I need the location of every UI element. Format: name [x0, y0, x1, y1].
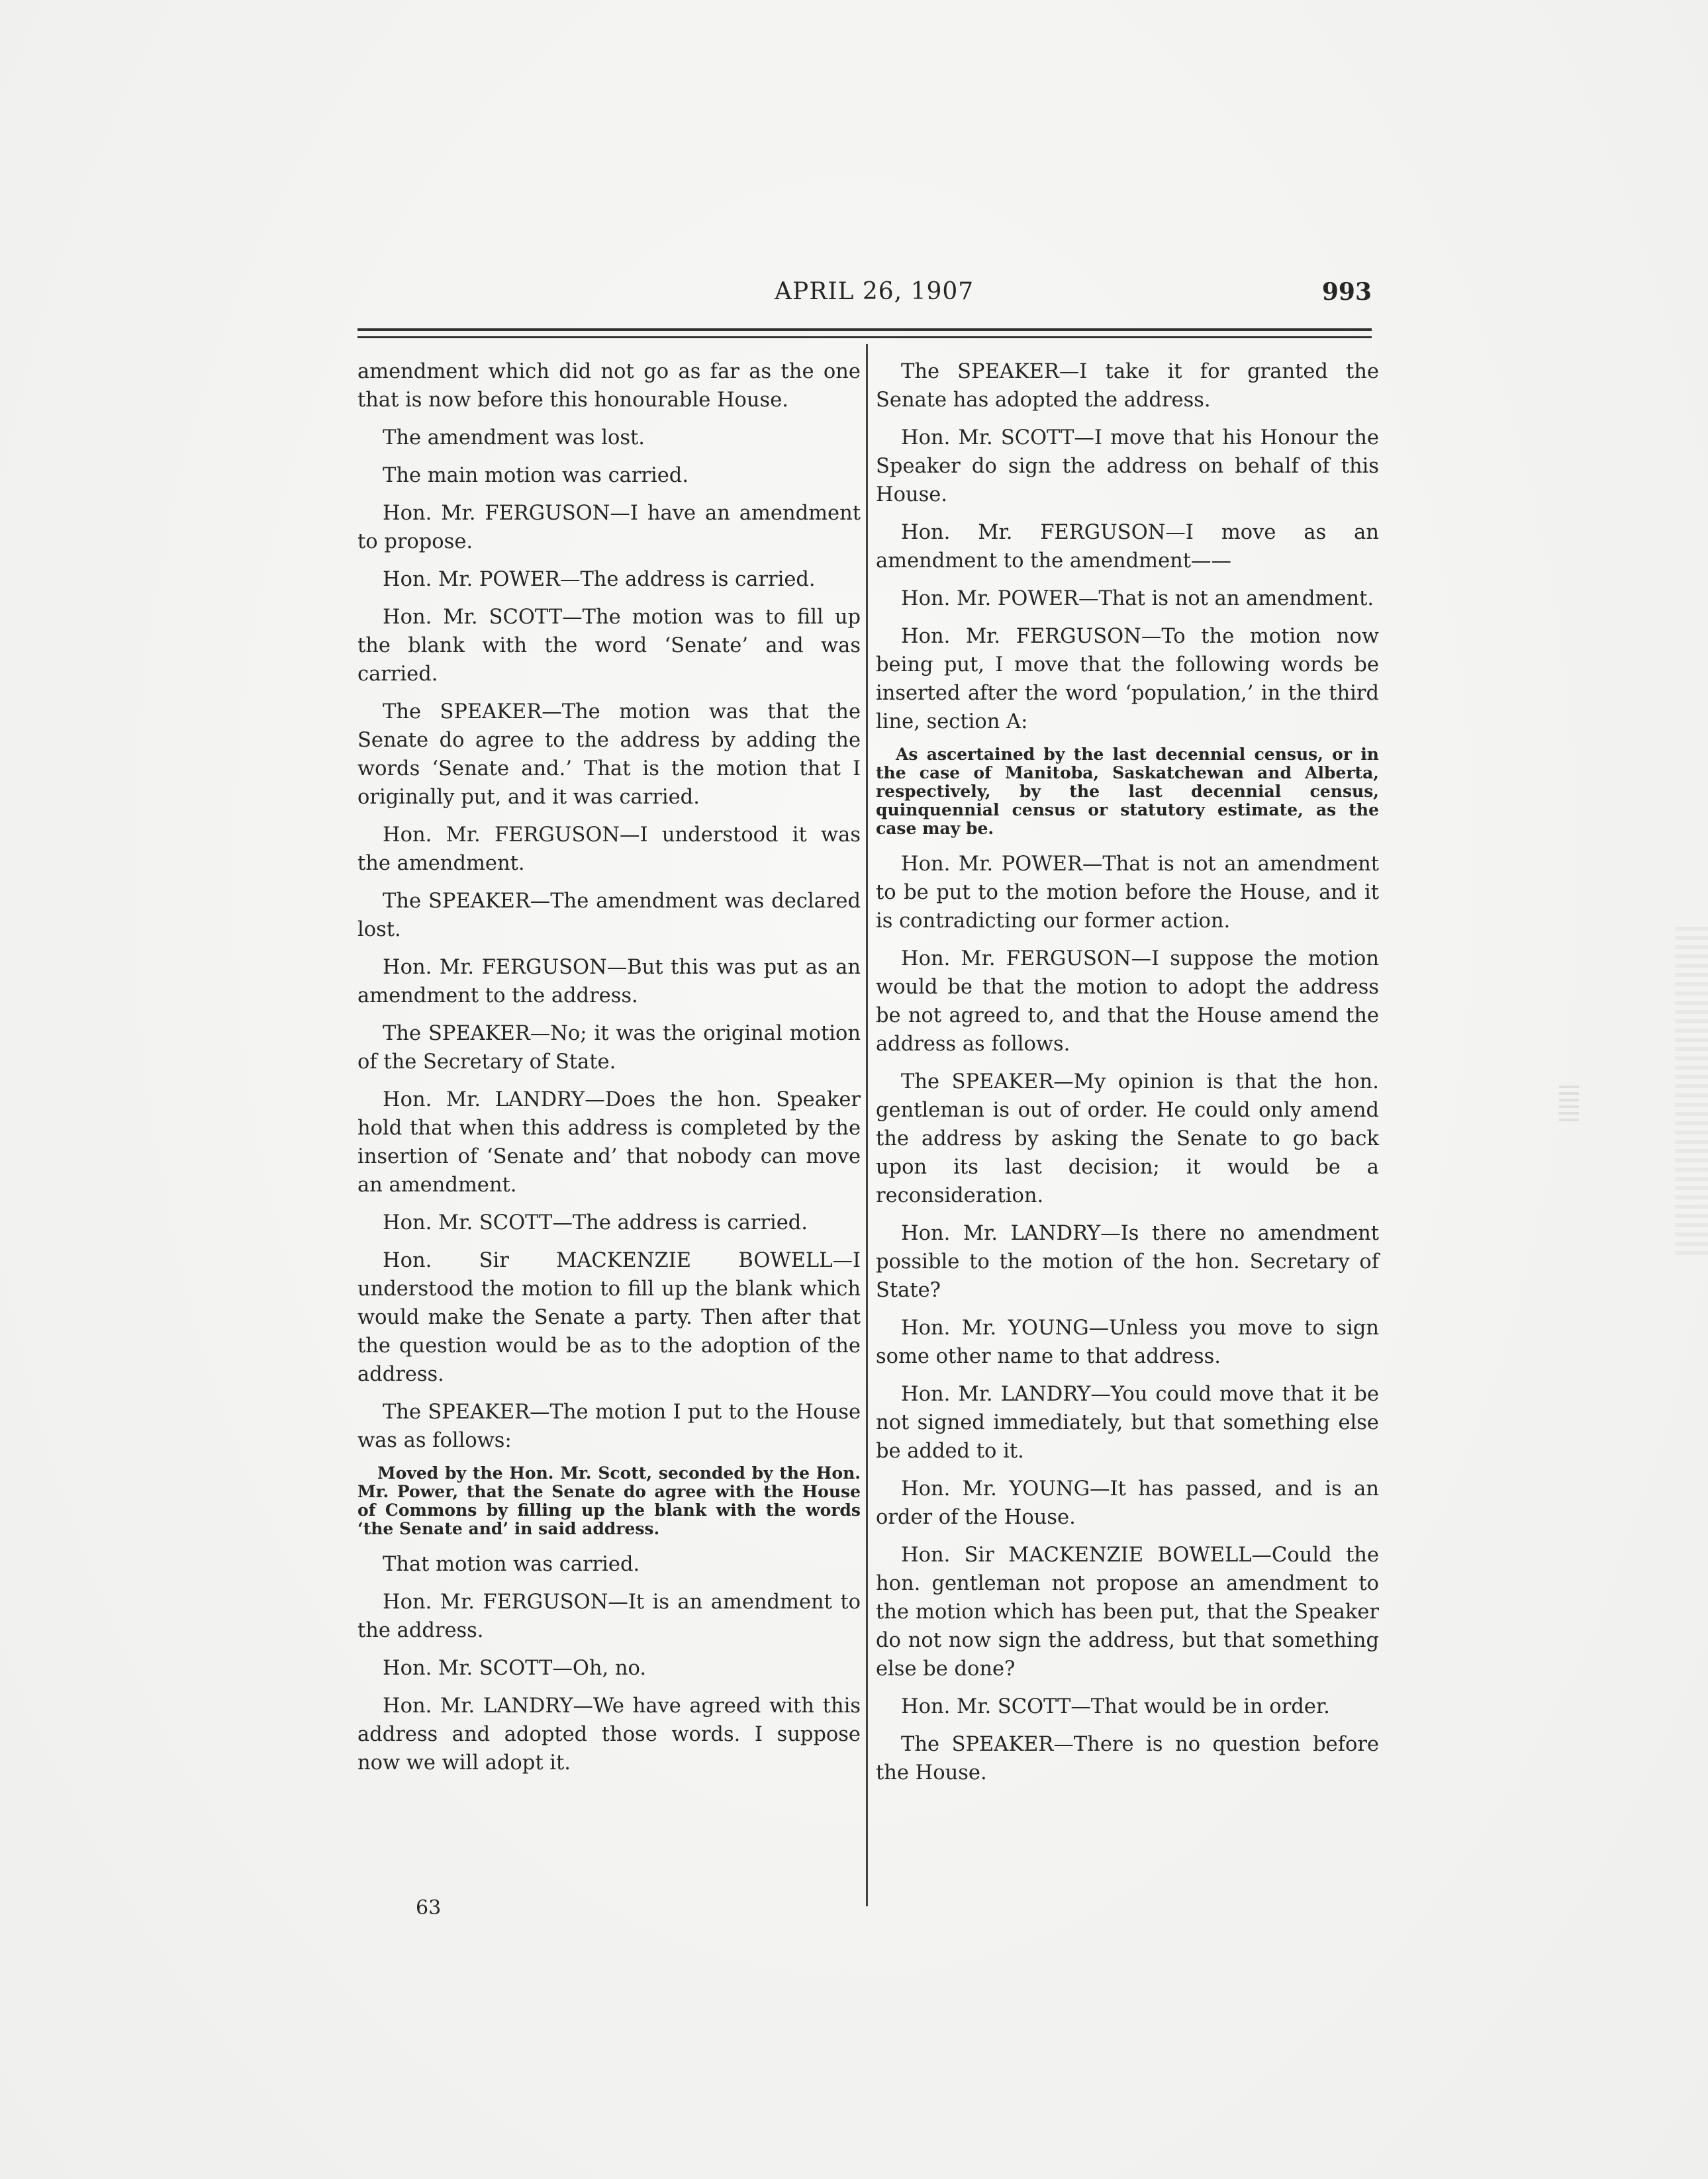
paragraph: Hon. Sir MACKENZIE BOWELL—Could the hon. gentleman not propose an amendment to the motion which has been put, that the Speaker do not now sign the address, but that something else be done? [876, 1544, 1379, 1681]
paragraph: The SPEAKER—The motion was that the Senate do agree to the address by adding the words ‘Senate and.’ That is the motion that I originally put, and it was carried. [357, 700, 861, 809]
header-rule-bottom [357, 336, 1372, 338]
quoted-motion: Moved by the Hon. Mr. Scott, seconded by the Hon. Mr. Power, that the Senate do agree with the House of Commons by filling up the blank with the words ‘the Senate and’ in said address. [357, 1463, 861, 1538]
paragraph: Hon. Mr. LANDRY—You could move that it be not signed immediately, but that something else be added to it. [876, 1383, 1379, 1463]
paragraph: Hon. Mr. YOUNG—Unless you move to sign some other name to that address. [876, 1317, 1379, 1368]
paragraph: The SPEAKER—The motion I put to the House was as follows: [357, 1401, 861, 1452]
paragraph: Hon. Mr. FERGUSON—I understood it was the amendment. [357, 823, 861, 875]
column-divider [866, 344, 868, 1906]
paragraph: Hon. Mr. SCOTT—Oh, no. [383, 1657, 647, 1680]
paragraph: The SPEAKER—I take it for granted the Senate has adopted the address. [876, 360, 1379, 412]
paragraph: Hon. Mr. SCOTT—That would be in order. [901, 1695, 1330, 1718]
paragraph: Hon. Mr. FERGUSON—It is an amendment to the address. [357, 1591, 861, 1642]
paragraph: That motion was carried. [383, 1553, 640, 1576]
left-column [357, 357, 861, 1786]
page-number: 993 [1321, 278, 1372, 306]
paragraph: Hon. Mr. LANDRY—Is there no amendment possible to the motion of the hon. Secretary of State? [876, 1222, 1379, 1302]
paragraph: amendment which did not go as far as the one that is now before this honourable House. [357, 360, 861, 412]
signature-mark: 63 [416, 1896, 442, 1920]
paragraph: The main motion was carried. [383, 464, 689, 487]
paragraph: Hon. Mr. LANDRY—Does the hon. Speaker hold that when this address is completed by the insertion of ‘Senate and’ that nobody can move an amendment. [357, 1088, 861, 1197]
scan-artifact [1675, 927, 1708, 1258]
paragraph: Hon. Mr. FERGUSON—To the motion now being put, I move that the following words be inserted after the word ‘population,’ in the third line, section A: [876, 625, 1379, 733]
paragraph: The SPEAKER—My opinion is that the hon. gentleman is out of order. He could only amend the address by asking the Senate to go back upon its last decision; it would be a reconsideration. [876, 1070, 1379, 1207]
paragraph: Hon. Mr. SCOTT—The address is carried. [383, 1211, 808, 1234]
paragraph: The SPEAKER—There is no question before the House. [876, 1733, 1379, 1785]
page-header [357, 278, 1372, 318]
paragraph: Hon. Mr. POWER—That is not an amendment. [901, 587, 1374, 610]
paragraph: Hon. Mr. SCOTT—The motion was to fill up the blank with the word ‘Senate’ and was carried. [357, 606, 861, 686]
paragraph: Hon. Mr. LANDRY—We have agreed with this address and adopted those words. I suppose now we will adopt it. [357, 1694, 861, 1775]
paragraph: The amendment was lost. [383, 426, 645, 449]
header-rule-top [357, 328, 1372, 331]
paragraph: The SPEAKER—The amendment was declared lost. [357, 890, 861, 941]
header-date: APRIL 26, 1907 [775, 278, 974, 305]
paragraph: Hon. Mr. POWER—The address is carried. [383, 568, 816, 591]
paragraph: Hon. Mr. SCOTT—I move that his Honour the Speaker do sign the address on behalf of this House. [876, 426, 1379, 506]
paragraph: Hon. Mr. FERGUSON—But this was put as an amendment to the address. [357, 956, 861, 1007]
paragraph: Hon. Sir MACKENZIE BOWELL—I understood the motion to fill up the blank which would make the Senate a party. Then after that the question would be as to the adoption of the address. [357, 1249, 861, 1386]
scan-artifact [1559, 1086, 1579, 1125]
paragraph: Hon. Mr. FERGUSON—I suppose the motion would be that the motion to adopt the address be not agreed to, and that the House amend the address as follows. [876, 947, 1379, 1056]
right-column [876, 357, 1379, 1796]
quoted-amendment: As ascertained by the last decennial census, or in the case of Manitoba, Saskatchewan and Alberta, respectively, by the last decennial census, quinquennial census or statutory estimate, as the case may be. [876, 745, 1379, 838]
paragraph: Hon. Mr. YOUNG—It has passed, and is an order of the House. [876, 1477, 1379, 1529]
paragraph: The SPEAKER—No; it was the original motion of the Secretary of State. [357, 1022, 861, 1074]
paragraph: Hon. Mr. FERGUSON—I move as an amendment to the amendment—— [876, 521, 1379, 573]
paragraph: Hon. Mr. POWER—That is not an amendment to be put to the motion before the House, and it is contradicting our former action. [876, 853, 1379, 933]
paragraph: Hon. Mr. FERGUSON—I have an amendment to propose. [357, 502, 861, 553]
